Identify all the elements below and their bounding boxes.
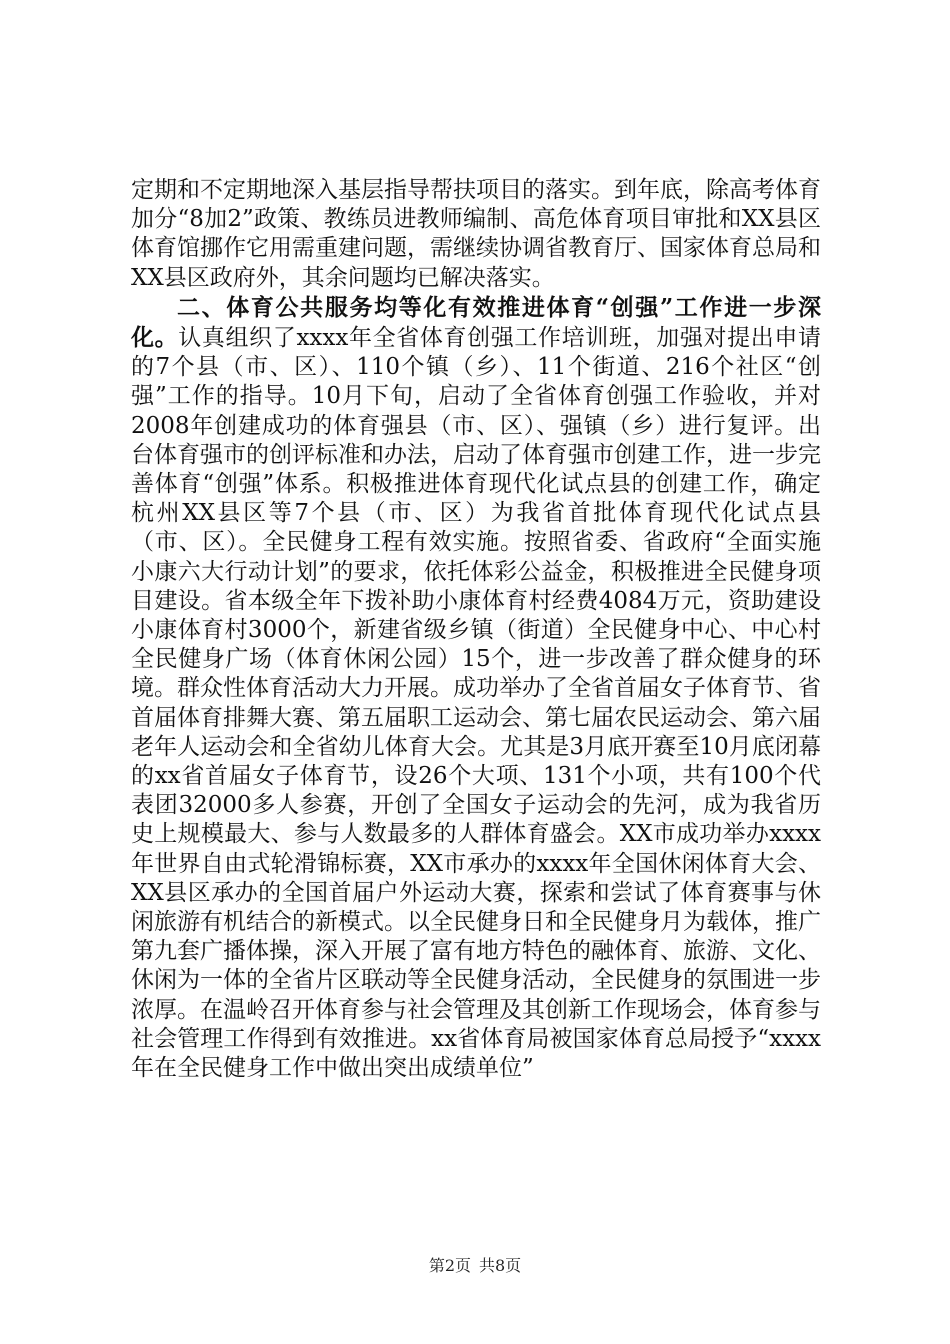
document-body: [131, 176, 821, 1083]
section-heading: 二、体育公共服务均等化有效推进体育“创强”工作进一步深化。: [131, 293, 821, 352]
page-footer: [0, 1253, 950, 1276]
paragraph-continuation: 定期和不定期地深入基层指导帮扶项目的落实。到年底，除高考体育加分“8加2”政策、教练员进教师编制、高危体育项目审批和XX县区体育馆挪作它用需重建问题，需继续协调省教育厅、国家体育总局和XX县区政府外，其余问题均已解决落实。: [131, 177, 821, 291]
paragraph-section-two: [131, 293, 821, 1083]
page-total: 共8页: [479, 1256, 522, 1275]
page-number: 第2页: [428, 1256, 471, 1275]
section-body: 认真组织了xxxx年全省体育创强工作培训班，加强对提出申请的7个县（市、区）、110个镇（乡）、11个街道、216个社区“创强”工作的指导。10月下旬，启动了全省体育创强工作验收，并对2008年创建成功的体育强县（市、区）、强镇（乡）进行复评。出台体育强市的创评标准和办法，启动了体育强市创建工作，进一步完善体育“创强”体系。积极推进体育现代化试点县的创建工作，确定杭州XX县区等7个县（市、区）为我省首批体育现代化试点县（市、区）。全民健身工程有效实施。按照省委、省政府“全面实施小康六大行动计划”的要求，依托体彩公益金，积极推进全民健身项目建设。省本级全年下拨补助小康体育村经费4084万元，资助建设小康体育村3000个，新建省级乡镇（街道）全民健身中心、中心村全民健身广场（体育休闲公园）15个，进一步改善了群众健身的环境。群众性体育活动大力开展。成功举办了全省首届女子体育节、省首届体育排舞大赛、第五届职工运动会、第七届农民运动会、第六届老年人运动会和全省幼儿体育大会。尤其是3月底开赛至10月底闭幕的xx省首届女子体育节，设26个大项、131个小项，共有100个代表团32000多人参赛，开创了全国女子运动会的先河，成为我省历史上规模最大、参与人数最多的人群体育盛会。XX市成功举办xxxx年世界自由式轮滑锦标赛，XX市承办的xxxx年全国休闲体育大会、XX县区承办的全国首届户外运动大赛，探索和尝试了体育赛事与休闲旅游有机结合的新模式。以全民健身日和全民健身月为载体，推广第九套广播体操，深入开展了富有地方特色的融体育、旅游、文化、休闲为一体的全省片区联动等全民健身活动，全民健身的氛围进一步浓厚。在温岭召开体育参与社会管理及其创新工作现场会，体育参与社会管理工作得到有效推进。xx省体育局被国家体育总局授予“xxxx年在全民健身工作中做出突出成绩单位”: [131, 325, 822, 1082]
